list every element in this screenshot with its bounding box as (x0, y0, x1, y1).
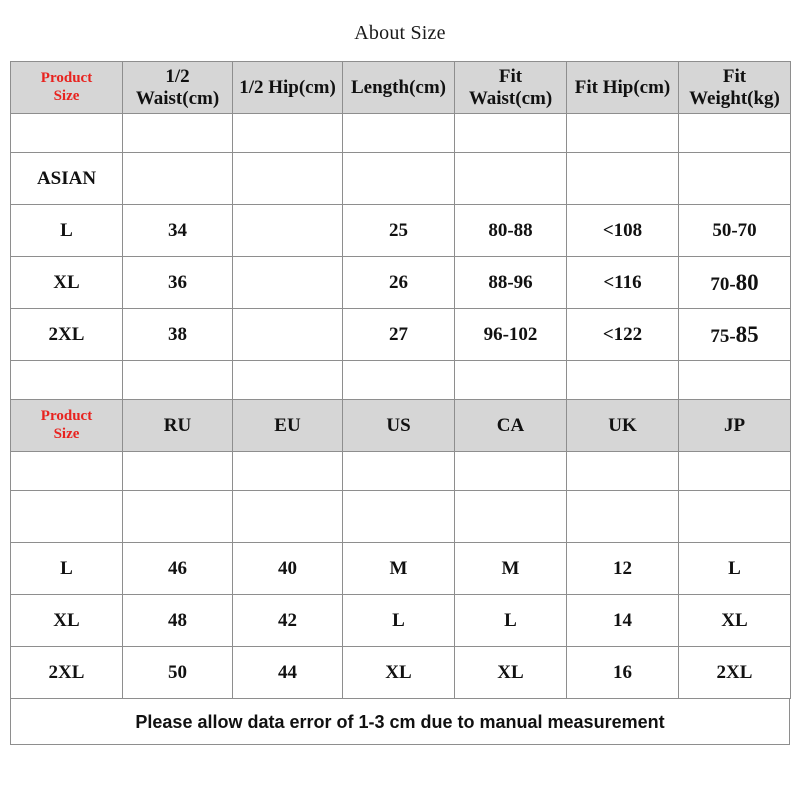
row-ru: 50 (123, 647, 233, 699)
table-row (11, 205, 791, 257)
spacer-cell (567, 452, 679, 491)
row-eu: 42 (233, 595, 343, 647)
spacer-cell (11, 452, 123, 491)
header-uk: UK (567, 400, 679, 452)
spacer-cell (233, 452, 343, 491)
row-half-hip (233, 257, 343, 309)
row-size: XL (11, 595, 123, 647)
header-fit-waist: Fit Waist(cm) (455, 62, 567, 114)
row-jp: XL (679, 595, 791, 647)
header-product-size-line2: Size (53, 87, 80, 104)
empty-cell (343, 153, 455, 205)
spacer-cell (343, 452, 455, 491)
spacer-cell (11, 491, 123, 543)
empty-cell (233, 153, 343, 205)
row-size: 2XL (11, 309, 123, 361)
region-header-row (11, 400, 791, 452)
row-ca: L (455, 595, 567, 647)
spacer-cell (567, 491, 679, 543)
table-row (11, 543, 791, 595)
header-ru: RU (123, 400, 233, 452)
row-ca: XL (455, 647, 567, 699)
header-jp: JP (679, 400, 791, 452)
empty-cell (123, 153, 233, 205)
row-eu: 40 (233, 543, 343, 595)
spacer-cell (123, 114, 233, 153)
row-jp: L (679, 543, 791, 595)
row-fit-weight-low: 70- (710, 273, 736, 295)
row-ru: 46 (123, 543, 233, 595)
row-half-waist: 38 (123, 309, 233, 361)
empty-cell (455, 153, 567, 205)
row-uk: 16 (567, 647, 679, 699)
table-row (11, 647, 791, 699)
spacer-cell (679, 491, 791, 543)
row-fit-hip: <116 (567, 257, 679, 309)
spacer-cell (233, 361, 343, 400)
row-us: M (343, 543, 455, 595)
asian-size-table (10, 61, 791, 699)
table-header-row (11, 62, 791, 114)
spacer-cell (123, 361, 233, 400)
row-ru: 48 (123, 595, 233, 647)
spacer-cell (455, 361, 567, 400)
row-fit-weight-low: 75- (710, 325, 736, 347)
spacer-cell (455, 491, 567, 543)
spacer-cell (123, 491, 233, 543)
header-product-size-line1: Product (40, 70, 93, 87)
row-half-hip (233, 205, 343, 257)
row-fit-weight-high: 80 (735, 269, 759, 295)
spacer-row (11, 452, 791, 491)
row-jp: 2XL (679, 647, 791, 699)
asian-section-row (11, 153, 791, 205)
spacer-cell (11, 361, 123, 400)
spacer-cell (123, 452, 233, 491)
row-us: XL (343, 647, 455, 699)
row-fit-hip: <122 (567, 309, 679, 361)
spacer-cell (455, 114, 567, 153)
header-product-size (11, 62, 123, 114)
row-fit-waist: 96-102 (455, 309, 567, 361)
table-row (11, 309, 791, 361)
header-us: US (343, 400, 455, 452)
row-size: XL (11, 257, 123, 309)
spacer-cell (11, 114, 123, 153)
row-half-waist: 36 (123, 257, 233, 309)
table-row (11, 257, 791, 309)
asian-label: ASIAN (11, 153, 123, 205)
spacer-row (11, 114, 791, 153)
row-uk: 14 (567, 595, 679, 647)
header-product-size-2 (11, 400, 123, 452)
row-fit-weight-high: 85 (735, 321, 759, 347)
spacer-cell (233, 114, 343, 153)
header-product-size-2-line1: Product (40, 408, 93, 425)
header-half-hip: 1/2 Hip(cm) (233, 62, 343, 114)
header-length: Length(cm) (343, 62, 455, 114)
row-size: L (11, 543, 123, 595)
row-fit-weight (679, 309, 791, 361)
spacer-row (11, 491, 791, 543)
row-length: 27 (343, 309, 455, 361)
row-uk: 12 (567, 543, 679, 595)
row-size: L (11, 205, 123, 257)
row-fit-waist: 80-88 (455, 205, 567, 257)
spacer-cell (343, 361, 455, 400)
spacer-cell (567, 114, 679, 153)
row-fit-hip: <108 (567, 205, 679, 257)
spacer-cell (233, 491, 343, 543)
empty-cell (567, 153, 679, 205)
spacer-row (11, 361, 791, 400)
row-fit-weight: 50-70 (679, 205, 791, 257)
row-size: 2XL (11, 647, 123, 699)
row-half-hip (233, 309, 343, 361)
measurement-note: Please allow data error of 1-3 cm due to manual measurement (10, 699, 790, 745)
row-ca: M (455, 543, 567, 595)
header-ca: CA (455, 400, 567, 452)
row-length: 25 (343, 205, 455, 257)
spacer-cell (679, 361, 791, 400)
header-eu: EU (233, 400, 343, 452)
spacer-cell (455, 452, 567, 491)
header-half-waist: 1/2 Waist(cm) (123, 62, 233, 114)
row-eu: 44 (233, 647, 343, 699)
row-fit-weight (679, 257, 791, 309)
header-fit-hip: Fit Hip(cm) (567, 62, 679, 114)
table-row (11, 595, 791, 647)
header-product-size-2-line2: Size (53, 425, 80, 442)
spacer-cell (679, 452, 791, 491)
row-half-waist: 34 (123, 205, 233, 257)
spacer-cell (343, 114, 455, 153)
row-fit-waist: 88-96 (455, 257, 567, 309)
spacer-cell (343, 491, 455, 543)
empty-cell (679, 153, 791, 205)
header-fit-weight: Fit Weight(kg) (679, 62, 791, 114)
page-title: About Size (354, 22, 446, 44)
spacer-cell (567, 361, 679, 400)
row-length: 26 (343, 257, 455, 309)
spacer-cell (679, 114, 791, 153)
row-us: L (343, 595, 455, 647)
